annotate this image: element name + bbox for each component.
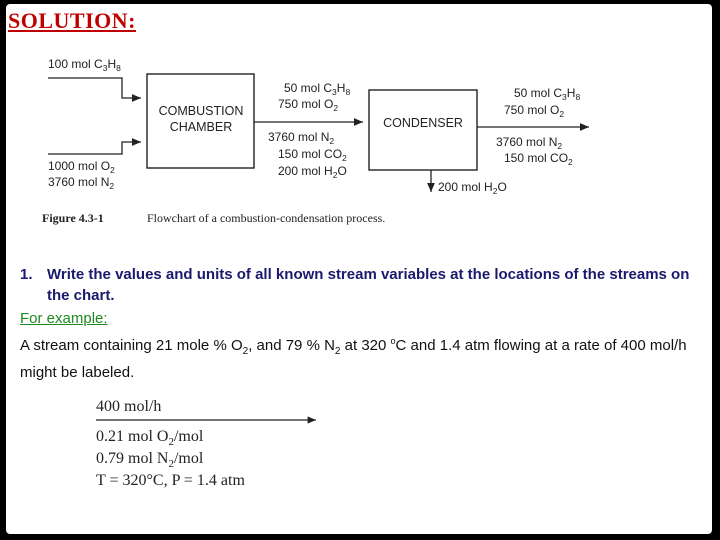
stream-flow-rate: 400 mol/h [96,398,162,415]
slide [6,4,712,534]
mid-o2-label: 750 mol $O_2$ [278,97,339,113]
feed1-label: 100 mol $C_3H_8$ [48,57,121,73]
example-label: For example: [20,310,108,327]
condenser-label: CONDENSER [383,116,463,130]
instruction-item [20,264,700,306]
mid-co2-label: 150 mol $CO_2$ [278,147,347,163]
stream-n2-fraction: 0.79 mol $N_2$/mol [96,450,204,470]
figure-label: Figure 4.3-1 [42,211,104,225]
stream-conditions: T = 320°C, P = 1.4 atm [96,472,245,489]
out-o2-label: 750 mol $O_2$ [504,103,565,119]
mid-h2o-label: 200 mol $H_2O$ [278,164,347,180]
feed2-o2-label: 1000 mol $O_2$ [48,159,115,175]
out-co2-label: 150 mol $CO_2$ [504,151,573,167]
mid-c3h8-label: 50 mol $C_3H_8$ [284,81,351,97]
out-c3h8-label: 50 mol $C_3H_8$ [514,86,581,102]
flowchart [6,4,712,244]
combustion-chamber-line2: CHAMBER [169,120,233,134]
stream-o2-fraction: 0.21 mol $O_2$/mol [96,428,204,448]
solution-title: SOLUTION: [8,8,136,33]
combustion-chamber-line1: COMBUSTION [158,104,244,118]
water-out-label: 200 mol $H_2O$ [438,180,507,196]
out-n2-label: 3760 mol $N_2$ [496,135,563,151]
mid-n2-label: 3760 mol $N_2$ [268,130,335,146]
feed1-arrow [48,78,141,98]
feed2-n2-label: 3760 mol $N_2$ [48,175,115,191]
example-text: A stream containing 21 mole % $O_2$, and 79 % $N_2$ at 320 $^o$C and 1.4 atm flowing at a rate of 400 mol/h might be labeled. [20,336,687,381]
condenser-box [369,90,477,170]
feed2-arrow [48,142,141,154]
instruction-text: Write the values and units of all known stream variables at the locations of the streams on the chart. [47,266,690,304]
figure-caption: Flowchart of a combustion-condensation process. [147,211,386,225]
instruction-number: 1. [20,266,33,283]
